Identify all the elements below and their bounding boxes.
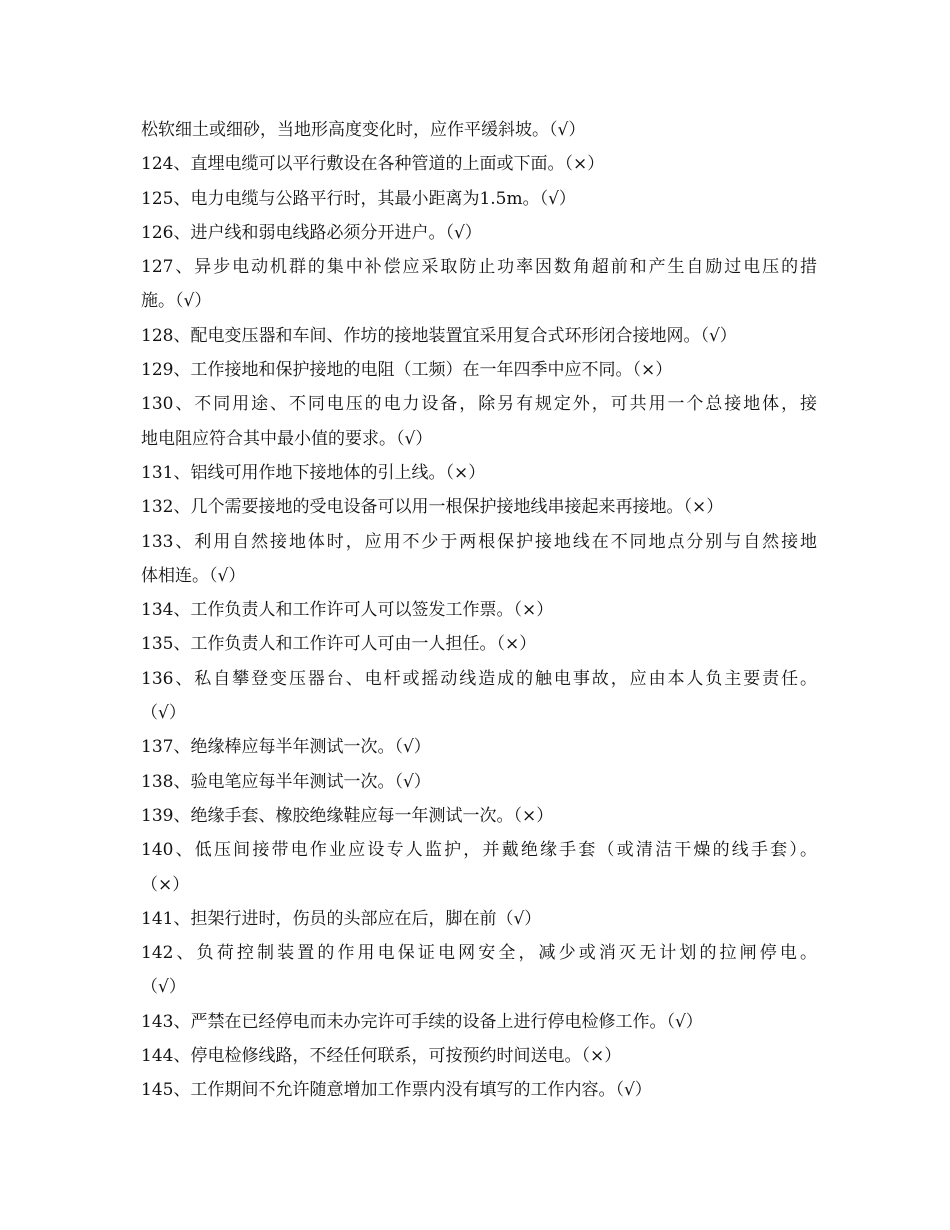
text-line: 129、工作接地和保护接地的电阻（工频）在一年四季中应不同。（×） — [141, 360, 673, 381]
text-line: 134、工作负责人和工作许可人可以签发工作票。（×） — [141, 600, 554, 621]
text-line: 施。（√） — [141, 291, 212, 312]
text-line: 124、直埋电缆可以平行敷设在各种管道的上面或下面。（×） — [141, 154, 605, 175]
text-line: 142、负荷控制装置的作用电保证电网安全，减少或消灭无计划的拉闸停电。 — [141, 943, 817, 964]
text-line: 131、铝线可用作地下接地体的引上线。（×） — [141, 462, 486, 483]
text-line: 140、低压间接带电作业应设专人监护，并戴绝缘手套（或清洁干燥的线手套）。 — [141, 840, 817, 861]
text-line: 体相连。（√） — [141, 565, 246, 586]
text-line: 143、严禁在已经停电而未办完许可手续的设备上进行停电检修工作。（√） — [141, 1011, 703, 1032]
text-line: （×） — [141, 874, 190, 895]
text-line: 138、验电笔应每半年测试一次。（√） — [141, 771, 431, 792]
text-line: 139、绝缘手套、橡胶绝缘鞋应每一年测试一次。（×） — [141, 805, 554, 826]
text-line: 145、工作期间不允许随意增加工作票内没有填写的工作内容。（√） — [141, 1080, 652, 1101]
text-line: 135、工作负责人和工作许可人可由一人担任。（×） — [141, 634, 537, 655]
text-line: 松软细土或细砂，当地形高度变化时，应作平缓斜坡。（√） — [141, 120, 586, 140]
text-line: 144、停电检修线路，不经任何联系，可按预约时间送电。（×） — [141, 1046, 622, 1067]
text-line: 地电阻应符合其中最小值的要求。（√） — [141, 428, 433, 449]
document-body — [141, 113, 817, 1108]
text-line: 130、不同用途、不同电压的电力设备，除另有规定外，可共用一个总接地体，接 — [141, 394, 817, 415]
text-line: （√） — [141, 703, 186, 724]
text-line: 132、几个需要接地的受电设备可以用一根保护接地线串接起来再接地。（×） — [141, 497, 724, 518]
text-line: 141、担架行进时，伤员的头部应在后，脚在前（√） — [141, 908, 542, 929]
text-line: 128、配电变压器和车间、作坊的接地装置宜采用复合式环形闭合接地网。（√） — [141, 325, 737, 346]
text-line: 137、绝缘棒应每半年测试一次。（√） — [141, 737, 431, 758]
text-line: （√） — [141, 977, 186, 998]
text-line: 133、利用自然接地体时，应用不少于两根保护接地线在不同地点分别与自然接地 — [141, 531, 817, 552]
text-line: 136、私自攀登变压器台、电杆或摇动线造成的触电事故，应由本人负主要责任。 — [141, 668, 817, 689]
text-line: 125、电力电缆与公路平行时，其最小距离为1.5m。（√） — [141, 188, 576, 209]
text-line: 127、异步电动机群的集中补偿应采取防止功率因数角超前和产生自励过电压的措 — [141, 257, 817, 278]
text-line: 126、进户线和弱电线路必须分开进户。（√） — [141, 222, 482, 243]
